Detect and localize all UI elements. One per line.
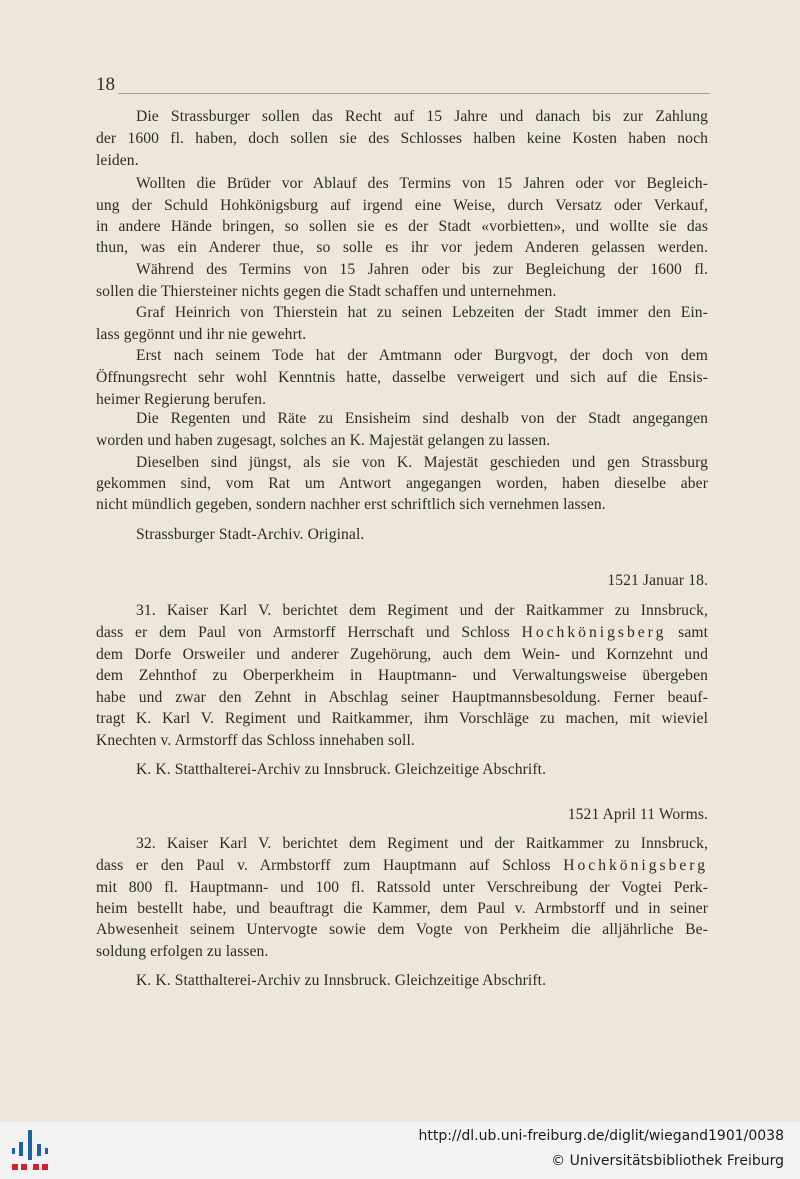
text-line: Wollten die Brüder vor Ablauf des Termins von 15 Jahren oder vor Begleich- <box>136 175 708 192</box>
text-line: heim bestellt habe, und beauftragt die Kammer, dem Paul v. Armbstorff und in seiner <box>96 900 708 917</box>
text-line: soldung erfolgen zu lassen. <box>96 943 269 960</box>
text-line: Graf Heinrich von Thierstein hat zu seinen Lebzeiten der Stadt immer den Ein- <box>136 304 708 321</box>
entry-date: 1521 Januar 18. <box>607 572 708 589</box>
text-line: lass gegönnt und ihr nie gewehrt. <box>96 326 307 343</box>
text-line: dem Zehnthof zu Oberperkheim in Hauptmann- und Verwaltungsweise übergeben <box>96 667 708 684</box>
text-line: Die Regenten und Räte zu Ensisheim sind deshalb von der Stadt angegangen <box>136 410 708 427</box>
text-line: Erst nach seinem Tode hat der Amtmann oder Burgvogt, der doch von dem <box>136 347 708 364</box>
text-line: Während des Termins von 15 Jahren oder bis zur Begleichung der 1600 fl. <box>136 261 708 278</box>
text-line: in andere Hände bringen, so sollen sie es der Stadt «vorbietten», und wollte sie das <box>96 218 708 235</box>
header-rule <box>118 93 710 94</box>
entry-date: 1521 April 11 Worms. <box>567 806 708 823</box>
text-line: Öffnungsrecht sehr wohl Kenntnis hatte, dasselbe verweigert und sich auf die Ensis- <box>96 369 708 386</box>
text-line: habe und zwar den Zehnt in Abschlag seiner Hauptmannsbesoldung. Ferner beauf- <box>96 689 708 706</box>
text-line: worden und haben zugesagt, solches an K. Majestät gelangen zu lassen. <box>96 432 551 449</box>
archive-note: Strassburger Stadt-Archiv. Original. <box>136 526 365 543</box>
footer-bar <box>0 1122 800 1179</box>
text-line: thun, was ein Anderer thue, so solle es ihr vor jedem Anderen gelassen werden. <box>96 239 708 256</box>
text-line: mit 800 fl. Hauptmann- und 100 fl. Ratssold unter Verschreibung der Vogtei Perk- <box>96 879 708 896</box>
archive-note: K. K. Statthalterei-Archiv zu Innsbruck. Gleichzeitige Abschrift. <box>136 972 547 989</box>
text-line: dass er dem Paul von Armstorff Herrschaft und Schloss Hochkönigsberg samt <box>96 624 709 641</box>
text-line: Die Strassburger sollen das Recht auf 15 Jahre und danach bis zur Zahlung <box>136 108 708 125</box>
text-line: leiden. <box>96 152 139 169</box>
copyright-notice: © Universitätsbibliothek Freiburg <box>551 1153 784 1169</box>
text-line: nicht mündlich gegeben, sondern nachher erst schriftlich sich vernehmen lassen. <box>96 496 606 513</box>
text-line: tragt K. Karl V. Regiment und Raitkammer, ihm Vorschläge zu machen, mit wieviel <box>96 710 708 727</box>
text-line: ung der Schuld Hohkönigsburg auf irgend eine Weise, durch Versatz oder Verkauf, <box>96 197 708 214</box>
text-line: heimer Regierung berufen. <box>96 391 267 408</box>
library-logo-icon <box>10 1130 50 1172</box>
text-line: 32. Kaiser Karl V. berichtet dem Regiment und der Raitkammer zu Innsbruck, <box>136 835 708 852</box>
text-line: Knechten v. Armstorff das Schloss innehaben soll. <box>96 732 415 749</box>
text-line: dem Dorfe Orsweiler und anderer Zugehörung, auch dem Wein- und Kornzehnt und <box>96 646 708 663</box>
castle-name: Hochkönigsberg <box>521 624 667 641</box>
castle-name: Hochkönigsberg <box>563 857 709 874</box>
page-number: 18 <box>96 74 115 95</box>
permalink[interactable]: http://dl.ub.uni-freiburg.de/diglit/wiegand1901/0038 <box>418 1128 784 1144</box>
archive-note: K. K. Statthalterei-Archiv zu Innsbruck. Gleichzeitige Abschrift. <box>136 761 547 778</box>
text-line: Abwesenheit seinem Untervogte sowie dem Vogte von Perkheim die alljährliche Be- <box>96 921 708 938</box>
text-line: dass er den Paul v. Armbstorff zum Hauptmann auf Schloss Hochkönigsberg <box>96 857 709 874</box>
text-line: Dieselben sind jüngst, als sie von K. Majestät geschieden und gen Strassburg <box>136 454 708 471</box>
text-line: der 1600 fl. haben, doch sollen sie des Schlosses halben keine Kosten haben noch <box>96 130 708 147</box>
text-line: sollen die Thiersteiner nichts gegen die Stadt schaffen und unternehmen. <box>96 283 557 300</box>
text-line: 31. Kaiser Karl V. berichtet dem Regiment und der Raitkammer zu Innsbruck, <box>136 602 708 619</box>
text-line: gekommen sind, vom Rat um Antwort angegangen worden, haben dieselbe aber <box>96 475 708 492</box>
